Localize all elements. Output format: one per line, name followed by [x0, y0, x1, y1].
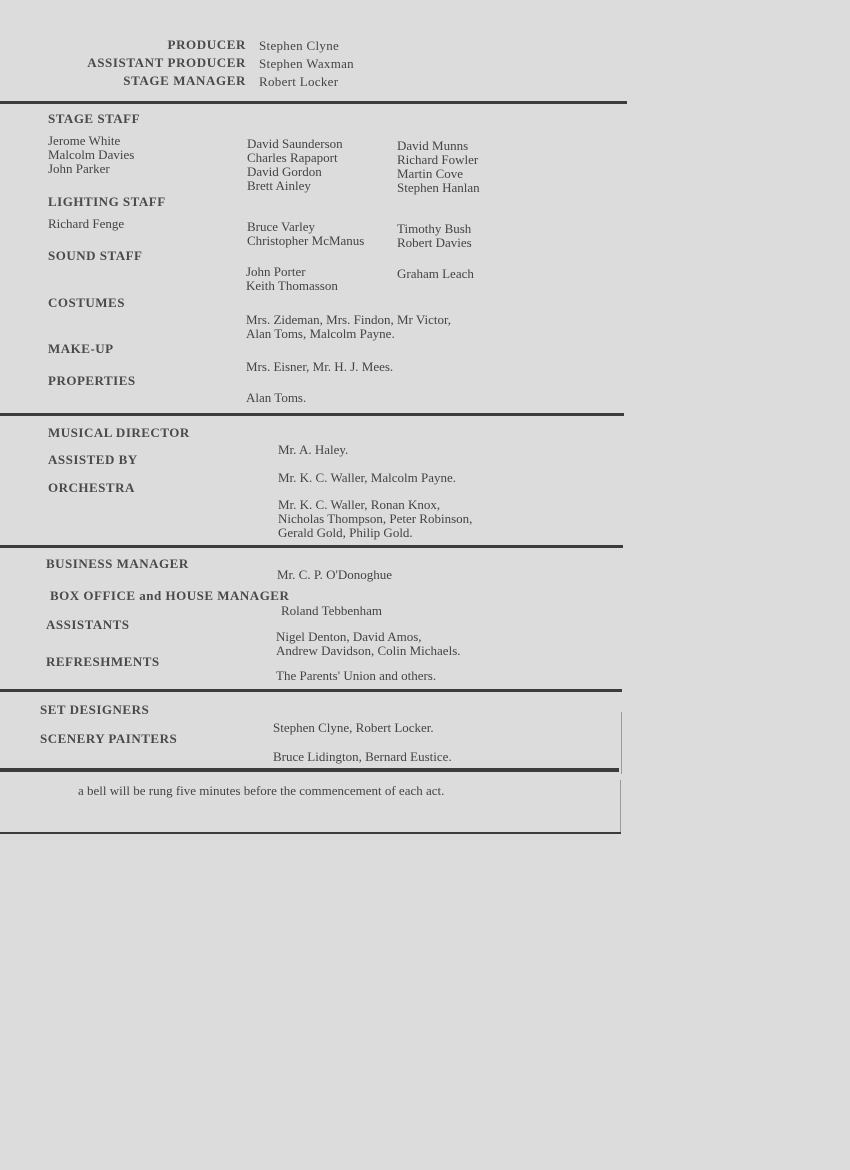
- staff-name: Keith Thomasson: [246, 278, 338, 293]
- staff-name: Malcolm Davies: [48, 147, 135, 162]
- box-office-text: Roland Tebbenham: [281, 603, 383, 618]
- stage-staff-heading: STAGE STAFF: [48, 111, 141, 126]
- refreshments-text: The Parents' Union and others.: [276, 668, 437, 683]
- staff-name: Brett Ainley: [247, 178, 311, 193]
- divider-rule: [0, 545, 623, 548]
- musical-director-heading: MUSICAL DIRECTOR: [48, 425, 190, 440]
- costumes-text: [246, 313, 451, 341]
- stage-staff-col1: [48, 134, 134, 176]
- staff-name: Charles Rapaport: [247, 150, 338, 165]
- assistants-heading: ASSISTANTS: [46, 617, 130, 632]
- staff-name: Bruce Varley: [247, 219, 315, 234]
- staff-name: Jerome White: [48, 133, 121, 148]
- set-designers-heading: SET DESIGNERS: [40, 702, 150, 717]
- lighting-staff-heading: LIGHTING STAFF: [48, 194, 166, 209]
- footer-note: a bell will be rung five minutes before the commencement of each act.: [78, 783, 445, 798]
- stage-staff-col2: [247, 137, 343, 193]
- box-office-heading: BOX OFFICE and HOUSE MANAGER: [50, 588, 290, 603]
- staff-name: John Porter: [246, 264, 306, 279]
- edge-line: [621, 712, 622, 774]
- business-manager-text: Mr. C. P. O'Donoghue: [277, 567, 393, 582]
- staff-name: John Parker: [48, 161, 110, 176]
- sound-staff-heading: SOUND STAFF: [48, 248, 143, 263]
- assistants-line: Nigel Denton, David Amos,: [276, 629, 422, 644]
- scenery-painters-heading: SCENERY PAINTERS: [40, 731, 178, 746]
- credit-name: Stephen Clyne: [259, 38, 340, 53]
- make-up-text: Mrs. Eisner, Mr. H. J. Mees.: [246, 359, 394, 374]
- orchestra-line: Nicholas Thompson, Peter Robinson,: [278, 511, 473, 526]
- credit-role: PRODUCER: [167, 37, 246, 52]
- lighting-staff-col2: [247, 220, 364, 248]
- bottom-rule: [0, 832, 621, 834]
- staff-name: Christopher McManus: [247, 233, 365, 248]
- refreshments-heading: REFRESHMENTS: [46, 654, 160, 669]
- assisted-by-heading: ASSISTED BY: [48, 452, 138, 467]
- properties-heading: PROPERTIES: [48, 373, 136, 388]
- edge-line: [620, 780, 621, 832]
- properties-text: Alan Toms.: [246, 390, 307, 405]
- staff-name: David Saunderson: [247, 136, 343, 151]
- orchestra-heading: ORCHESTRA: [48, 480, 135, 495]
- staff-name: Richard Fowler: [397, 152, 479, 167]
- make-up-heading: MAKE-UP: [48, 341, 114, 356]
- orchestra-text: [278, 498, 472, 540]
- lighting-staff-col3: [397, 222, 472, 250]
- staff-name: Graham Leach: [397, 266, 474, 281]
- musical-director-text: Mr. A. Haley.: [278, 442, 349, 457]
- costumes-line: Mrs. Zideman, Mrs. Findon, Mr Victor,: [246, 312, 452, 327]
- assistants-line: Andrew Davidson, Colin Michaels.: [276, 643, 461, 658]
- scenery-painters-text: Bruce Lidington, Bernard Eustice.: [273, 749, 452, 764]
- staff-name: Stephen Hanlan: [397, 180, 480, 195]
- sound-staff-col3: [397, 267, 474, 281]
- assisted-by-text: Mr. K. C. Waller, Malcolm Payne.: [278, 470, 457, 485]
- orchestra-line: Mr. K. C. Waller, Ronan Knox,: [278, 497, 441, 512]
- credit-name: Robert Locker: [259, 74, 339, 89]
- staff-name: David Gordon: [247, 164, 322, 179]
- stage-staff-col3: [397, 139, 480, 195]
- lighting-staff-col1: [48, 217, 124, 231]
- orchestra-line: Gerald Gold, Philip Gold.: [278, 525, 413, 540]
- divider-rule: [0, 413, 624, 416]
- business-manager-heading: BUSINESS MANAGER: [46, 556, 189, 571]
- staff-name: Timothy Bush: [397, 221, 472, 236]
- staff-name: Martin Cove: [397, 166, 464, 181]
- credit-role: STAGE MANAGER: [123, 73, 246, 88]
- staff-name: Richard Fenge: [48, 216, 125, 231]
- costumes-heading: COSTUMES: [48, 295, 125, 310]
- set-designers-text: Stephen Clyne, Robert Locker.: [273, 720, 434, 735]
- sound-staff-col2: [246, 265, 338, 293]
- staff-name: Robert Davies: [397, 235, 472, 250]
- divider-rule: [0, 768, 619, 772]
- assistants-text: [276, 630, 461, 658]
- staff-name: David Munns: [397, 138, 469, 153]
- costumes-line: Alan Toms, Malcolm Payne.: [246, 326, 395, 341]
- credit-role: ASSISTANT PRODUCER: [87, 55, 246, 70]
- divider-rule: [0, 689, 622, 692]
- divider-rule: [0, 101, 627, 104]
- credit-name: Stephen Waxman: [259, 56, 354, 71]
